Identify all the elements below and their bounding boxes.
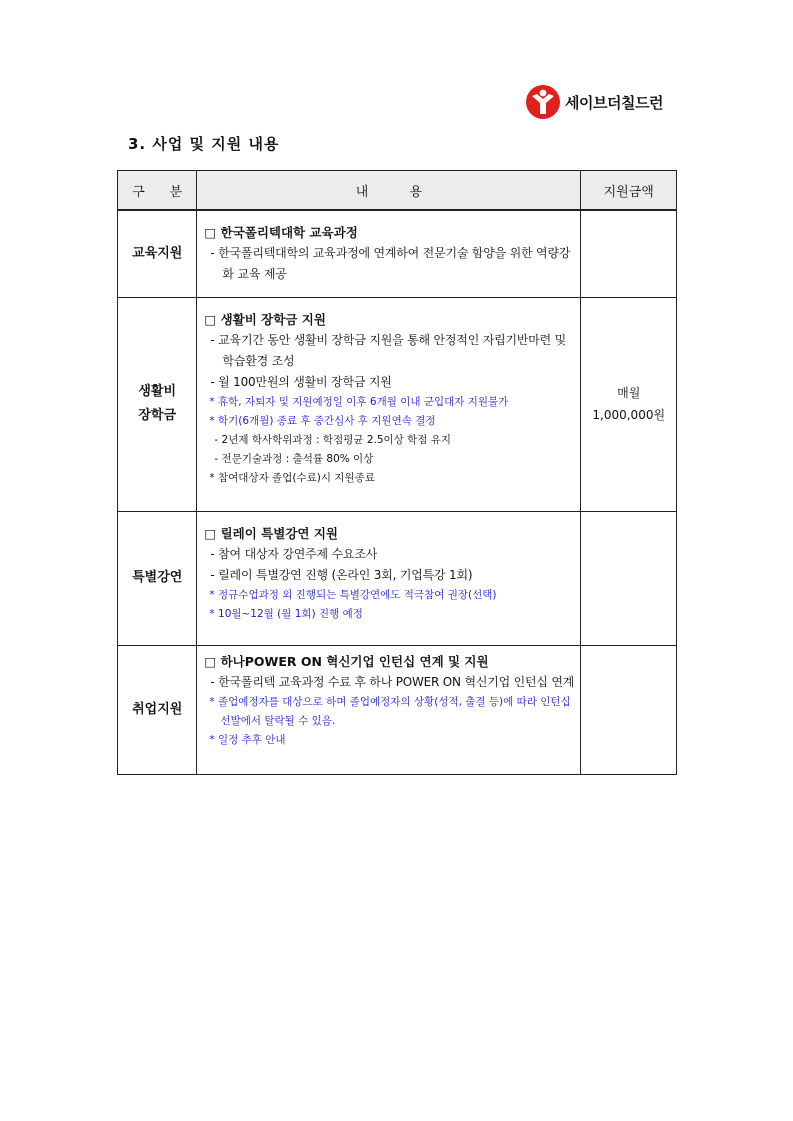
table-header-row [118, 171, 677, 211]
category-cell: 취업지원 [118, 645, 197, 774]
content-line: - 릴레이 특별강연 진행 (온라인 3회, 기업특강 1회) [210, 567, 473, 582]
table-row [118, 297, 677, 511]
note-line: * 휴학, 자퇴자 및 지원예정일 이후 6개월 이내 군입대자 지원불가 [209, 395, 509, 408]
checkbox-icon: □ [204, 653, 217, 669]
note-line: * 정규수업과정 외 진행되는 특별강연에도 적극참여 권장(선택) [209, 588, 497, 601]
amount-cell [581, 511, 677, 645]
note-line: * 참여대상자 졸업(수료)시 지원종료 [209, 471, 375, 484]
category-cell: 생활비 장학금 [118, 297, 197, 511]
content-cell [197, 645, 581, 774]
content-line: - 월 100만원의 생활비 장학금 지원 [210, 374, 392, 389]
support-table [117, 170, 677, 775]
content-line: - 참여 대상자 강연주제 수요조사 [210, 546, 378, 561]
content-cell [197, 297, 581, 511]
amount-cell [581, 645, 677, 774]
checkbox-icon: □ [204, 225, 217, 240]
save-the-children-emblem-icon [525, 84, 561, 120]
category-cell: 특별강연 [118, 511, 197, 645]
sub-line: - 전문기술과정 : 출석률 80% 이상 [214, 452, 374, 465]
note-line: * 졸업예정자를 대상으로 하며 졸업예정자의 상황(성적, 출결 등)에 따라 인턴십 선발에서 탈락될 수 있음. [209, 695, 571, 727]
table-row [118, 645, 677, 774]
checkbox-icon: □ [204, 311, 217, 327]
header-category: 구 분 [118, 171, 197, 211]
amount-cell [581, 210, 677, 297]
logo-text: 세이브더칠드런 [565, 93, 663, 112]
category-cell: 교육지원 [118, 210, 197, 297]
content-heading: □ 하나POWER ON 혁신기업 인턴십 연계 및 지원 [204, 653, 489, 669]
content-heading: □ 릴레이 특별강연 지원 [204, 525, 338, 541]
content-heading: □ 한국폴리텍대학 교육과정 [204, 225, 358, 240]
header-amount: 지원금액 [581, 171, 677, 211]
content-line: - 한국폴리텍대학의 교육과정에 연계하여 전문기술 함양을 위한 역량강화 교육 제공 [210, 246, 571, 281]
content-heading: □ 생활비 장학금 지원 [204, 311, 326, 327]
content-cell [197, 511, 581, 645]
header-content: 내 용 [197, 171, 581, 211]
content-cell [197, 210, 581, 297]
content-line: - 교육기간 동안 생활비 장학금 지원을 통해 안정적인 자립기반마련 및 학습환경 조성 [210, 332, 567, 368]
save-the-children-logo [525, 82, 663, 122]
content-line: - 한국폴리텍 교육과정 수료 후 하나 POWER ON 혁신기업 인턴십 연계 [210, 674, 575, 689]
note-line: * 10월~12월 (월 1회) 진행 예정 [209, 607, 363, 620]
note-line: * 일정 추후 안내 [209, 733, 286, 746]
section-title: 3. 사업 및 지원 내용 [128, 135, 280, 153]
amount-cell: 매월 1,000,000원 [581, 297, 677, 511]
note-line: * 학기(6개월) 종료 후 중간심사 후 지원연속 결정 [209, 414, 436, 427]
table-row [118, 210, 677, 297]
checkbox-icon: □ [204, 525, 217, 541]
sub-line: - 2년제 학사학위과정 : 학점평균 2.5이상 학점 유지 [214, 433, 452, 446]
table-row [118, 511, 677, 645]
